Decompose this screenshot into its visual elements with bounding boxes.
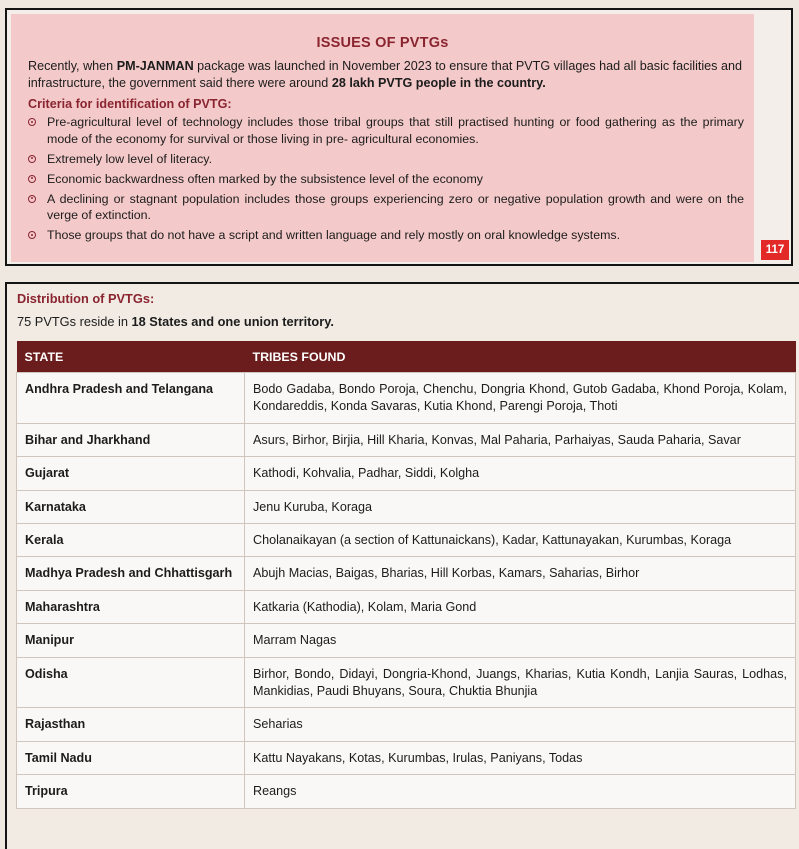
intro-text: Recently, when xyxy=(28,59,117,73)
tribes-cell: Asurs, Birhor, Birjia, Hill Kharia, Konvas, Mal Paharia, Parhaiyas, Sauda Paharia, Savar xyxy=(245,423,796,456)
tribes-cell: Jenu Kuruba, Koraga xyxy=(245,490,796,523)
criteria-text: Pre-agricultural level of technology includes those tribal groups that still practised hunting or food gathering as the primary mode of the economy for survival or those living in pre- agricultural economies. xyxy=(47,115,744,146)
table-row xyxy=(17,490,796,523)
issues-panel xyxy=(5,8,793,266)
table-row xyxy=(17,524,796,557)
column-header-state: STATE xyxy=(17,341,245,373)
bullet-icon xyxy=(28,195,36,203)
state-cell: Kerala xyxy=(17,524,245,557)
tribes-cell: Cholanaikayan (a section of Kattunaickans), Kadar, Kattunayakan, Kurumbas, Koraga xyxy=(245,524,796,557)
table-row xyxy=(17,708,796,741)
criteria-item xyxy=(28,171,744,188)
tribes-cell: Kattu Nayakans, Kotas, Kurumbas, Irulas, Paniyans, Todas xyxy=(245,741,796,774)
state-cell: Gujarat xyxy=(17,457,245,490)
state-cell: Andhra Pradesh and Telangana xyxy=(17,373,245,424)
distribution-subtitle-bold: 18 States and one union territory. xyxy=(131,314,334,329)
state-cell: Odisha xyxy=(17,657,245,708)
state-cell: Maharashtra xyxy=(17,590,245,623)
criteria-item xyxy=(28,114,744,147)
intro-paragraph xyxy=(28,58,742,92)
state-cell: Madhya Pradesh and Chhattisgarh xyxy=(17,557,245,590)
criteria-heading: Criteria for identification of PVTG: xyxy=(28,97,232,111)
state-cell: Bihar and Jharkhand xyxy=(17,423,245,456)
table-row xyxy=(17,741,796,774)
column-header-tribes: TRIBES FOUND xyxy=(245,341,796,373)
criteria-text: Extremely low level of literacy. xyxy=(47,151,213,166)
table-row xyxy=(17,590,796,623)
table-row xyxy=(17,557,796,590)
criteria-text: Those groups that do not have a script and written language and rely mostly on oral knowledge systems. xyxy=(47,228,621,242)
page-number-badge: 117 xyxy=(761,240,789,260)
criteria-item xyxy=(28,227,744,244)
distribution-subtitle xyxy=(17,314,334,329)
state-cell: Tamil Nadu xyxy=(17,741,245,774)
distribution-panel xyxy=(5,282,799,849)
issues-title: ISSUES OF PVTGs xyxy=(316,35,449,51)
criteria-item xyxy=(28,151,744,168)
table-row xyxy=(17,624,796,657)
tribes-cell: Bodo Gadaba, Bondo Poroja, Chenchu, Dongria Khond, Gutob Gadaba, Khond Poroja, Kolam, Kondareddis, Konda Savaras, Kutia Khond, Parengi Poroja, Thoti xyxy=(245,373,796,424)
table-row xyxy=(17,373,796,424)
tribes-cell: Seharias xyxy=(245,708,796,741)
pvtg-table xyxy=(16,341,796,809)
intro-bold-population: 28 lakh PVTG people in the country. xyxy=(331,76,546,90)
state-cell: Rajasthan xyxy=(17,708,245,741)
tribes-cell: Reangs xyxy=(245,775,796,808)
state-cell: Tripura xyxy=(17,775,245,808)
intro-bold-scheme: PM-JANMAN xyxy=(116,59,194,73)
distribution-subtitle-text: 75 PVTGs reside in xyxy=(17,314,132,329)
state-cell: Karnataka xyxy=(17,490,245,523)
tribes-cell: Birhor, Bondo, Didayi, Dongria-Khond, Juangs, Kharias, Kutia Kondh, Lanjia Sauras, Lodhas, Mankidias, Paudi Bhuyans, Soura, Chuktia Bhunjia xyxy=(245,657,796,708)
table-row xyxy=(17,657,796,708)
bullet-icon xyxy=(28,175,36,183)
bullet-icon xyxy=(28,155,36,163)
tribes-cell: Kathodi, Kohvalia, Padhar, Siddi, Kolgha xyxy=(245,457,796,490)
table-row xyxy=(17,423,796,456)
bullet-icon xyxy=(28,118,36,126)
criteria-item xyxy=(28,191,744,224)
state-cell: Manipur xyxy=(17,624,245,657)
tribes-cell: Abujh Macias, Baigas, Bharias, Hill Korbas, Kamars, Saharias, Birhor xyxy=(245,557,796,590)
intro-text-cont: package was launched in November 2023 to ensure that PVTG villages had all basic facilities and infrastructure, the government said there were around xyxy=(28,59,742,90)
criteria-text: A declining or stagnant population includes those groups experiencing zero or negative population growth and were on the verge of extinction. xyxy=(47,191,744,222)
bullet-icon xyxy=(28,231,36,239)
table-header-row xyxy=(17,341,796,373)
table-row xyxy=(17,775,796,808)
distribution-heading: Distribution of PVTGs: xyxy=(17,291,155,306)
issues-box xyxy=(11,14,754,262)
criteria-list xyxy=(28,114,744,244)
tribes-cell: Katkaria (Kathodia), Kolam, Maria Gond xyxy=(245,590,796,623)
tribes-cell: Marram Nagas xyxy=(245,624,796,657)
criteria-text: Economic backwardness often marked by the subsistence level of the economy xyxy=(47,171,483,186)
table-row xyxy=(17,457,796,490)
